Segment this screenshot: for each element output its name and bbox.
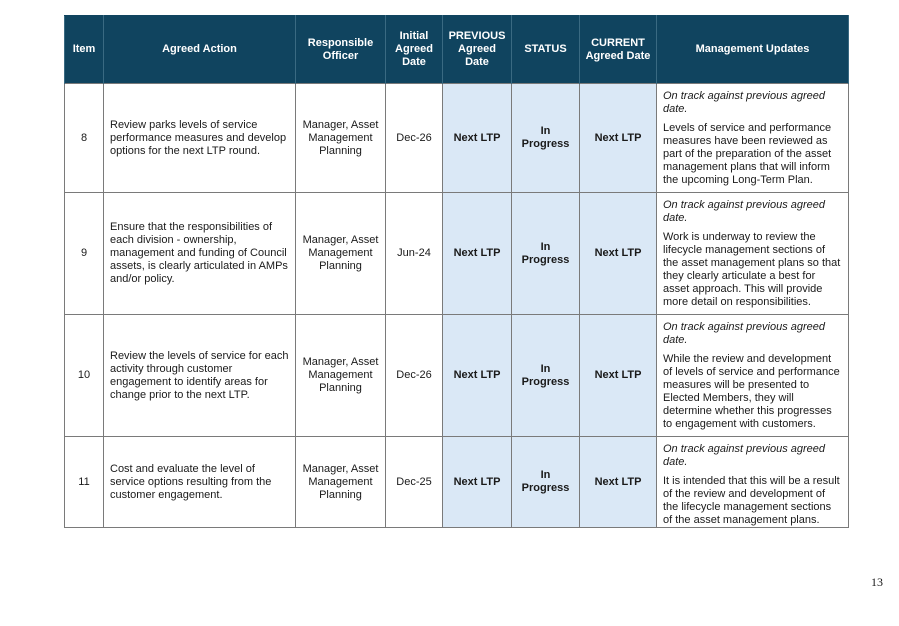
item-number: 8 — [65, 84, 104, 193]
previous-agreed-date: Next LTP — [443, 193, 512, 315]
status-badge: In Progress — [512, 193, 580, 315]
status-badge: In Progress — [512, 84, 580, 193]
update-status: On track against previous agreed date. — [663, 90, 826, 115]
header-initial-agreed-date: Initial Agreed Date — [386, 16, 443, 84]
management-update — [657, 437, 849, 528]
responsible-officer: Manager, Asset Management Planning — [296, 437, 386, 528]
initial-agreed-date: Dec-26 — [386, 84, 443, 193]
header-previous-agreed-date: PREVIOUS Agreed Date — [443, 16, 512, 84]
item-number: 10 — [65, 315, 104, 437]
update-text: While the review and development of levels of service and performance measures will be presented to Elected Members, they will determine whether this progresses to engagement with customers. — [663, 353, 840, 430]
update-text: Work is underway to review the lifecycle management sections of the asset management plans so that they clearly articulate a best for asset approach. This will provide more detail on responsibilities. — [663, 231, 841, 308]
table-row — [65, 193, 849, 315]
responsible-officer: Manager, Asset Management Planning — [296, 315, 386, 437]
page-number: 13 — [871, 575, 883, 589]
initial-agreed-date: Dec-25 — [386, 437, 443, 528]
initial-agreed-date: Dec-26 — [386, 315, 443, 437]
status-badge: In Progress — [512, 315, 580, 437]
previous-agreed-date: Next LTP — [443, 315, 512, 437]
header-agreed-action: Agreed Action — [104, 16, 296, 84]
current-agreed-date: Next LTP — [580, 193, 657, 315]
agreed-action: Ensure that the responsibilities of each division - ownership, management and funding of Council assets, is clearly articulated in AMPs and/or policy. — [104, 193, 296, 315]
table-row — [65, 84, 849, 193]
management-update — [657, 315, 849, 437]
current-agreed-date: Next LTP — [580, 84, 657, 193]
update-status: On track against previous agreed date. — [663, 199, 826, 224]
header-responsible-officer: Responsible Officer — [296, 16, 386, 84]
item-number: 11 — [65, 437, 104, 528]
previous-agreed-date: Next LTP — [443, 84, 512, 193]
table-row — [65, 315, 849, 437]
action-tracking-table — [64, 15, 849, 528]
item-number: 9 — [65, 193, 104, 315]
current-agreed-date: Next LTP — [580, 315, 657, 437]
agreed-action: Cost and evaluate the level of service options resulting from the customer engagement. — [104, 437, 296, 528]
management-update — [657, 193, 849, 315]
previous-agreed-date: Next LTP — [443, 437, 512, 528]
update-status: On track against previous agreed date. — [663, 321, 826, 346]
update-text: Levels of service and performance measures have been reviewed as part of the preparation of the asset management plans that will inform the upcoming Long-Term Plan. — [663, 122, 832, 186]
header-status: STATUS — [512, 16, 580, 84]
update-status: On track against previous agreed date. — [663, 443, 826, 468]
table-row — [65, 437, 849, 528]
header-item: Item — [65, 16, 104, 84]
header-management-updates: Management Updates — [657, 16, 849, 84]
current-agreed-date: Next LTP — [580, 437, 657, 528]
responsible-officer: Manager, Asset Management Planning — [296, 84, 386, 193]
table-header-row — [65, 16, 849, 84]
initial-agreed-date: Jun-24 — [386, 193, 443, 315]
management-update — [657, 84, 849, 193]
agreed-action: Review parks levels of service performance measures and develop options for the next LTP round. — [104, 84, 296, 193]
status-badge: In Progress — [512, 437, 580, 528]
responsible-officer: Manager, Asset Management Planning — [296, 193, 386, 315]
update-text: It is intended that this will be a result of the review and development of the lifecycle management sections of the asset management plans. — [663, 475, 840, 526]
header-current-agreed-date: CURRENT Agreed Date — [580, 16, 657, 84]
agreed-action: Review the levels of service for each activity through customer engagement to identify areas for change prior to the next LTP. — [104, 315, 296, 437]
